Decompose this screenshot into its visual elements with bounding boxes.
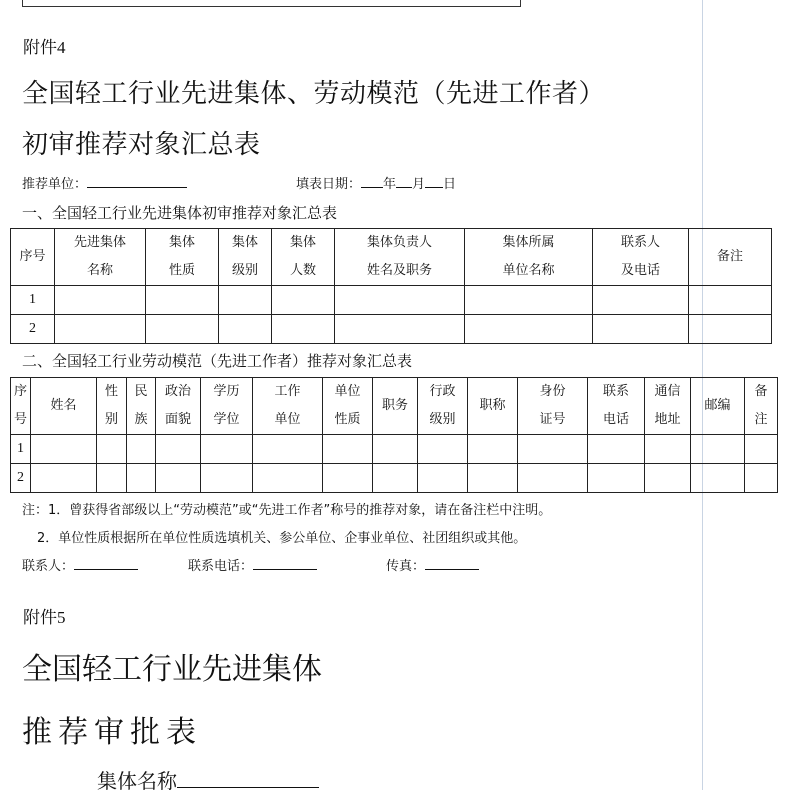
table2-cell[interactable] — [156, 435, 201, 464]
table2-header-cell — [745, 378, 778, 435]
table1-header-text: 名称 — [86, 263, 113, 278]
recommend-unit-row — [22, 173, 187, 192]
table1-cell[interactable] — [219, 286, 272, 315]
table2-cell[interactable] — [323, 435, 373, 464]
table1-header-text: 序号 — [19, 249, 46, 264]
table2-header-cell — [127, 378, 156, 435]
table1-cell[interactable] — [55, 315, 146, 344]
contact-row — [22, 555, 138, 574]
table2-cell[interactable] — [588, 464, 645, 493]
table2-header-cell — [418, 378, 468, 435]
table1-header-cell — [55, 229, 146, 286]
table2-cell[interactable] — [253, 464, 323, 493]
table2-header-text: 单位 — [274, 412, 301, 427]
phone-label: 联系电话： — [188, 559, 254, 574]
table2-header-cell — [691, 378, 745, 435]
table2-cell[interactable] — [691, 435, 745, 464]
table2-header-row — [11, 378, 778, 435]
table2-header-cell — [156, 378, 201, 435]
table1-cell[interactable] — [689, 286, 772, 315]
table1-header-text: 集体 — [289, 235, 316, 250]
table2-cell[interactable] — [518, 435, 588, 464]
title-2-line-2: 推荐审批表 — [22, 715, 202, 750]
year-label: 年 — [383, 177, 397, 192]
table2-cell[interactable] — [323, 464, 373, 493]
model-worker-summary-table — [10, 377, 778, 493]
table2-header-text: 电话 — [602, 412, 629, 427]
table1-cell[interactable] — [465, 315, 593, 344]
table1-header-text: 联系人 — [620, 235, 660, 250]
table2-header-text: 证号 — [539, 412, 566, 427]
table2-header-text: 职称 — [479, 398, 506, 413]
table2-cell[interactable] — [373, 464, 418, 493]
table2-header-text: 备 — [754, 384, 768, 399]
table2-cell[interactable] — [645, 464, 691, 493]
day-label: 日 — [443, 177, 457, 192]
table2-cell[interactable] — [31, 435, 97, 464]
table1-header-cell — [335, 229, 465, 286]
table2-header-text: 政治 — [164, 384, 191, 399]
table2-header-text: 身份 — [539, 384, 566, 399]
section-1-heading: 一、全国轻工行业先进集体初审推荐对象汇总表 — [22, 204, 338, 222]
table2-row-number: 2 — [11, 464, 31, 493]
title-1-line-1: 全国轻工行业先进集体、劳动模范（先进工作者） — [22, 79, 606, 109]
table2-header-text: 姓名 — [50, 398, 77, 413]
fill-date-row — [296, 173, 456, 192]
table2-header-text: 学位 — [213, 412, 240, 427]
recommend-unit-label: 推荐单位： — [22, 177, 88, 192]
collective-summary-table — [10, 228, 772, 344]
table2-header-text: 邮编 — [704, 398, 731, 413]
fill-date-label: 填表日期： — [296, 177, 362, 192]
table1-cell[interactable] — [146, 315, 219, 344]
section-2-heading: 二、全国轻工行业劳动模范（先进工作者）推荐对象汇总表 — [22, 352, 413, 370]
table1-cell[interactable] — [272, 315, 335, 344]
top-frame-edge — [22, 0, 521, 7]
table1-header-text: 级别 — [231, 263, 258, 278]
table1-cell[interactable] — [55, 286, 146, 315]
table1-header-text: 人数 — [289, 263, 316, 278]
table1-cell[interactable] — [272, 286, 335, 315]
table2-header-text: 工作 — [274, 384, 301, 399]
table1-header-cell — [689, 229, 772, 286]
table2-cell[interactable] — [645, 435, 691, 464]
contact-blank[interactable] — [74, 556, 138, 570]
table1-cell[interactable] — [146, 286, 219, 315]
table2-header-text: 注 — [754, 412, 768, 427]
table2-header-cell — [11, 378, 31, 435]
table2-header-cell — [518, 378, 588, 435]
table1-header-text: 性质 — [168, 263, 195, 278]
table2-header-cell — [97, 378, 127, 435]
table2-row-number: 1 — [11, 435, 31, 464]
table1-cell[interactable] — [593, 315, 689, 344]
table2-header-cell — [468, 378, 518, 435]
collective-name-label: 集体名称 — [97, 769, 177, 793]
table1-cell[interactable] — [593, 286, 689, 315]
table2-cell[interactable] — [97, 464, 127, 493]
table2-header-text: 序 — [13, 384, 27, 399]
table2-header-text: 学历 — [213, 384, 240, 399]
fax-blank[interactable] — [425, 556, 479, 570]
table2-header-text: 联系 — [602, 384, 629, 399]
table2-header-text: 职务 — [381, 398, 408, 413]
month-blank[interactable] — [396, 174, 412, 188]
table1-header-text: 集体所属 — [502, 235, 555, 250]
table2-header-text: 面貌 — [164, 412, 191, 427]
table2-header-cell — [31, 378, 97, 435]
table1-row — [11, 315, 772, 344]
table1-header-text: 集体负责人 — [366, 235, 432, 250]
table2-header-text: 民 — [134, 384, 148, 399]
table1-cell[interactable] — [689, 315, 772, 344]
table1-header-cell — [465, 229, 593, 286]
table2-cell[interactable] — [691, 464, 745, 493]
table2-cell[interactable] — [418, 435, 468, 464]
table2-header-text: 号 — [13, 412, 27, 427]
table1-row-number: 2 — [11, 315, 55, 344]
annex-4-label: 附件4 — [23, 38, 66, 57]
table2-header-cell — [323, 378, 373, 435]
table1-cell[interactable] — [219, 315, 272, 344]
note-2: 2．单位性质根据所在单位性质选填机关、参公单位、企事业单位、社团组织或其他。 — [37, 531, 527, 546]
table2-cell[interactable] — [373, 435, 418, 464]
table2-cell[interactable] — [201, 464, 253, 493]
table2-cell[interactable] — [468, 435, 518, 464]
table2-cell[interactable] — [518, 464, 588, 493]
table1-row-number: 1 — [11, 286, 55, 315]
recommend-unit-blank[interactable] — [87, 174, 187, 188]
table2-row — [11, 464, 778, 493]
fax-label: 传真： — [386, 559, 426, 574]
table2-header-cell — [645, 378, 691, 435]
table2-header-text: 级别 — [429, 412, 456, 427]
month-label: 月 — [412, 177, 426, 192]
table2-header-text: 地址 — [654, 412, 681, 427]
table1-header-text: 姓名及职务 — [366, 263, 432, 278]
table2-cell[interactable] — [97, 435, 127, 464]
table2-header-text: 通信 — [654, 384, 681, 399]
table1-header-row — [11, 229, 772, 286]
table2-cell[interactable] — [745, 435, 778, 464]
table2-header-cell — [253, 378, 323, 435]
table2-header-cell — [373, 378, 418, 435]
table2-row — [11, 435, 778, 464]
table1-cell[interactable] — [465, 286, 593, 315]
table2-cell[interactable] — [201, 435, 253, 464]
table1-header-text: 备注 — [716, 249, 743, 264]
table2-cell[interactable] — [588, 435, 645, 464]
table2-cell[interactable] — [418, 464, 468, 493]
fax-row — [386, 555, 479, 574]
table1-header-cell — [593, 229, 689, 286]
table2-cell[interactable] — [745, 464, 778, 493]
collective-name-blank[interactable] — [177, 767, 319, 788]
table1-header-text: 集体 — [168, 235, 195, 250]
table1-row — [11, 286, 772, 315]
title-2-line-1: 全国轻工行业先进集体 — [22, 652, 322, 687]
title-1-line-2: 初审推荐对象汇总表 — [22, 130, 261, 160]
table2-cell[interactable] — [468, 464, 518, 493]
table2-cell[interactable] — [156, 464, 201, 493]
table1-header-cell — [272, 229, 335, 286]
table1-header-cell — [219, 229, 272, 286]
table2-header-cell — [201, 378, 253, 435]
table2-header-text: 别 — [104, 412, 118, 427]
table2-header-text: 性质 — [334, 412, 361, 427]
table1-header-text: 单位名称 — [502, 263, 555, 278]
table2-header-text: 行政 — [429, 384, 456, 399]
phone-blank[interactable] — [253, 556, 317, 570]
table2-cell[interactable] — [253, 435, 323, 464]
note-1: 注：1．曾获得省部级以上“劳动模范”或“先进工作者”称号的推荐对象，请在备注栏中注明。 — [22, 503, 552, 518]
table2-cell[interactable] — [127, 464, 156, 493]
table2-header-text: 性 — [104, 384, 118, 399]
table1-header-text: 集体 — [231, 235, 258, 250]
table1-header-text: 及电话 — [620, 263, 660, 278]
table2-cell[interactable] — [31, 464, 97, 493]
day-blank[interactable] — [425, 174, 443, 188]
table2-header-text: 族 — [134, 412, 148, 427]
table1-cell[interactable] — [335, 286, 465, 315]
table2-header-text: 单位 — [334, 384, 361, 399]
table1-header-cell — [146, 229, 219, 286]
phone-row — [188, 555, 317, 574]
year-blank[interactable] — [361, 174, 383, 188]
table2-header-cell — [588, 378, 645, 435]
table1-header-text: 先进集体 — [73, 235, 126, 250]
table1-cell[interactable] — [335, 315, 465, 344]
table1-header-cell — [11, 229, 55, 286]
contact-label: 联系人： — [22, 559, 75, 574]
table2-cell[interactable] — [127, 435, 156, 464]
annex-5-label: 附件5 — [23, 608, 66, 627]
